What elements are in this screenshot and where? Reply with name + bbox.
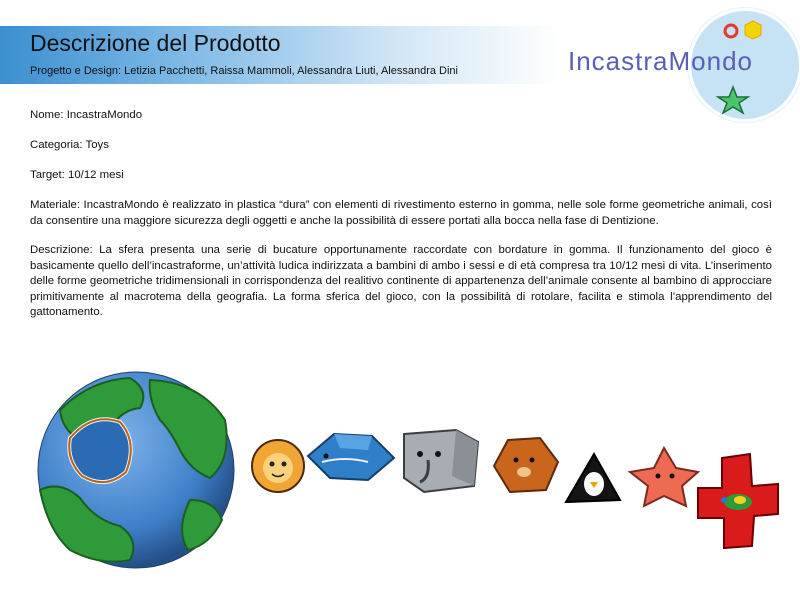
product-description: Descrizione: La sfera presenta una serie di bucature opportunamente raccordate con bordature in gomma. Il funzionamento del gioco è basicamente quello dell’incastraforme, un’attività ludica indirizzata a bambini di ambo i sessi e di età compresa tra 10/12 mesi di vita. L’inserimento delle forme geometriche tridimensionali in corrispondenza del realitivo continente di appartenenza dell’animale consente al bambino di approcciare primitivamente al macrotema della geografia. La forma sferica del gioco, con la possibilità di rotolare, facilita e stimola l’apprendimento del gattonamento. bbox=[30, 244, 772, 319]
product-category: Categoria: Toys bbox=[30, 139, 109, 151]
bear-toy bbox=[494, 438, 558, 492]
logo-text: IncastraMondo bbox=[568, 46, 753, 76]
parrot-toy bbox=[698, 454, 778, 548]
product-name: Nome: IncastraMondo bbox=[30, 109, 143, 121]
globe-toy bbox=[38, 372, 234, 568]
logo-wordmark bbox=[568, 46, 753, 77]
product-target: Target: 10/12 mesi bbox=[30, 169, 124, 181]
penguin-toy bbox=[566, 454, 620, 502]
product-materials: Materiale: IncastraMondo è realizzato in plastica “dura” con elementi di rivestimento esterno in gomma, nelle sole forme geometriche animali, così da consentire una maggiore sicurezza degli oggetti e anche la possibilità di essere portati alla bocca nella fase di Dentizione. bbox=[30, 199, 772, 227]
design-credits: Progetto e Design: Letizia Pacchetti, Raissa Mammoli, Alessandra Liuti, Alessandra Dini bbox=[30, 65, 458, 77]
lion-toy bbox=[252, 440, 304, 492]
starfish-toy bbox=[630, 448, 698, 506]
elephant-toy bbox=[404, 430, 478, 492]
page-title: Descrizione del Prodotto bbox=[30, 30, 281, 56]
whale-toy bbox=[308, 434, 394, 480]
product-illustration bbox=[0, 350, 800, 600]
